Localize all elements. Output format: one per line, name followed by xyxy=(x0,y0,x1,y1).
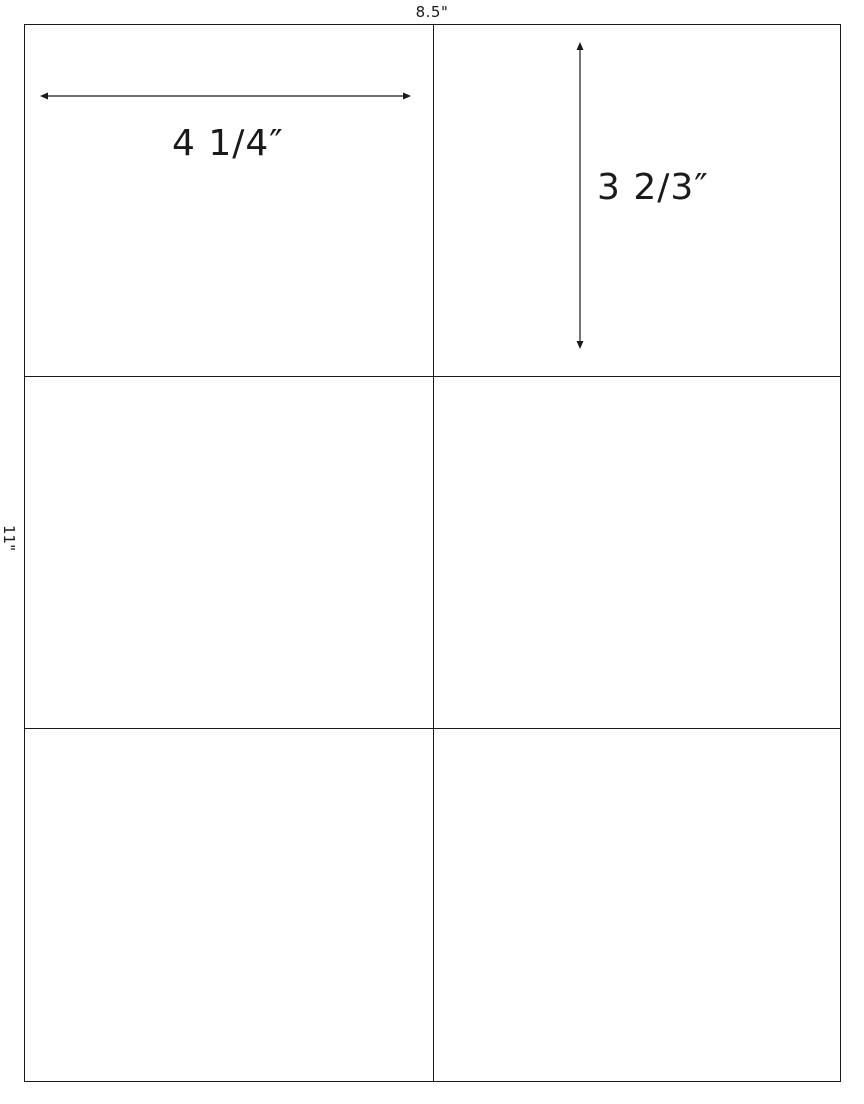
horizontal-cut-line-1 xyxy=(25,376,840,377)
label-width-dimension: 4 1/4″ xyxy=(172,123,284,164)
label-r3-c2 xyxy=(434,729,840,1081)
label-r2-c1 xyxy=(25,377,433,728)
label-r2-c2 xyxy=(434,377,840,728)
label-sheet xyxy=(24,24,841,1082)
page-height-label: 11" xyxy=(0,525,18,551)
label-r3-c1 xyxy=(25,729,433,1081)
vertical-cut-line xyxy=(433,25,434,1081)
horizontal-cut-line-2 xyxy=(25,728,840,729)
page-width-label: 8.5" xyxy=(415,3,449,21)
label-r1-c1 xyxy=(25,25,433,376)
label-height-dimension: 3 2/3″ xyxy=(597,167,709,208)
